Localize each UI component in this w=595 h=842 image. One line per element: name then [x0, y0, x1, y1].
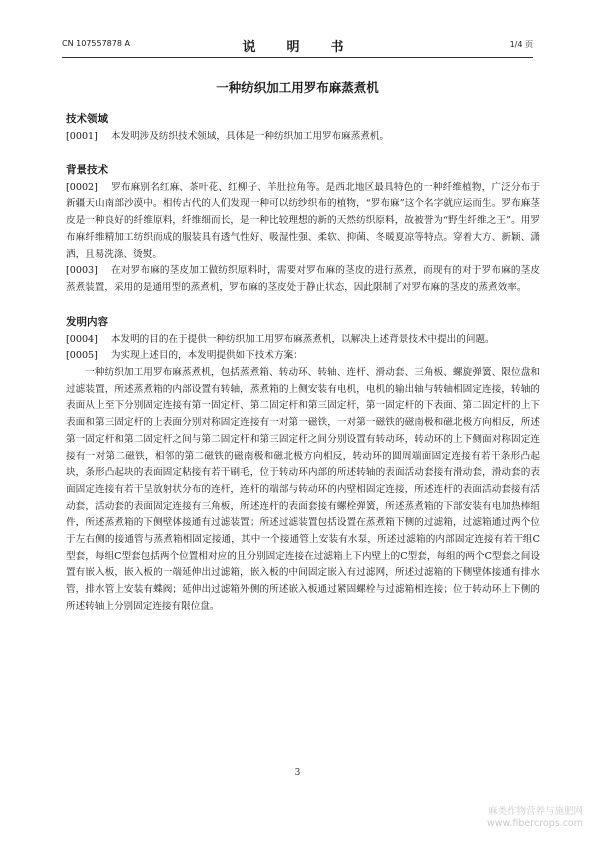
header-title: 说 明 书	[242, 40, 353, 55]
paragraph-number: [0003]	[66, 265, 98, 277]
header-rule	[62, 57, 533, 58]
paragraph-text: 本发明的目的在于提供一种纺织加工用罗布麻蒸煮机，以解决上述背景技术中提出的问题。	[110, 333, 495, 345]
paragraph-text: 为实现上述目的，本发明提供如下技术方案：	[110, 350, 303, 362]
document-body	[66, 112, 540, 616]
paragraph-number: [0004]	[66, 333, 98, 345]
paragraph-text: 罗布麻别名红麻、茶叶花、红柳子、羊肚拉角等。是西北地区最具特色的一种纤维植物，广泛分布于新疆天山南部沙漠中。相传古代的人们发现一种可以纺纱织布的植物，“罗布麻”这个名字就应运而生。罗布麻茎皮是一种良好的纤维原料，纤维细而长，是一种比较理想的新的天然纺织原料，故被誉为“野生纤维之王”。用罗布麻纤维精加工纺织而成的服装具有透气性好、吸湿性强、柔软、抑菌、冬暖夏凉等特点。穿着大方、新颖、潇洒，且易洗涤、烫熨。	[66, 181, 540, 260]
paragraph-0001	[66, 129, 540, 146]
section-heading-summary: 发明内容	[66, 315, 108, 328]
watermark	[487, 806, 583, 830]
paragraph-number: [0002]	[66, 181, 98, 193]
paragraph-text: 本发明涉及纺织技术领域，具体是一种纺织加工用罗布麻蒸煮机。	[110, 131, 390, 142]
section-heading-background: 背景技术	[66, 163, 108, 176]
paragraph-0003	[66, 263, 540, 296]
section-heading-tech-field: 技术领域	[66, 113, 108, 125]
page-header	[62, 36, 533, 56]
watermark-line-1: 麻类作物营养与施肥网	[487, 806, 583, 817]
paragraph-text: 在对罗布麻的茎皮加工做纺织原料时，需要对罗布麻的茎皮的进行蒸煮，而现有的对于罗布麻的茎皮蒸煮装置，采用的是通用型的蒸煮机，罗布麻的茎皮处于静止状态，因此限制了对罗布麻的茎皮的蒸煮效率。	[66, 265, 540, 293]
watermark-line-2: www.fibercrops.com	[486, 818, 583, 829]
paragraph-technical-solution: 一种纺织加工用罗布麻蒸煮机，包括蒸煮箱、转动环、转轴、连杆、滑动套、三角板、螺旋弹簧、限位盘和过滤装置，所述蒸煮箱的内部设置有转轴，蒸煮箱的上侧安装有电机，电机的输出轴与转轴相固定连接，转轴的表面从上至下分别固定连接有第一固定杆、第二固定杆和第三固定杆，第一固定杆的下表面、第二固定杆的上下表面和第三固定杆的上表面分别对称固定连接有一对第一磁铁，一对第一磁铁的磁南极和磁北极方向相反，所述第一固定杆和第二固定杆之间与第二固定杆和第三固定杆之间分别设置有转动环，转动环的上下侧面对称固定连接有一对第二磁铁，相邻的第二磁铁的磁南极和磁北极方向相反，转动环的圆周端面固定连接有若干条形凸起块，条形凸起块的表面固定粘接有若干刷毛，位于转动环内部的所述转轴的表面活动套接有滑动套，滑动套的表面固定连接有若干呈放射状分布的连杆，连杆的端部与转动环的内壁相固定连接，所述连杆的表面活动套接有活动套，活动套的表面固定连接有三角板，所述连杆的表面套接有螺栓弹簧，所述蒸煮箱的下部安装有电加热棒组件，所述蒸煮箱的下侧壁体接通有过滤装置；所述过滤装置包括设置在蒸煮箱下侧的过滤箱，过滤箱通过两个位于左右侧的接通管与蒸煮箱相固定接通，其中一个接通管上安装有水泵，所述过滤箱的内部固定连接有若干组C型套，每组C型套包括两个位置相对应的且分别固定连接在过滤箱上下内壁上的C型套，每组的两个C型套之间设置有嵌入板，嵌入板的一端延伸出过滤箱，嵌入板的中间固定嵌入有过滤网，所述过滤箱的下侧壁体接通有排水管，排水管上安装有蝶阀；延伸出过滤箱外侧的所述嵌入板通过紧固螺栓与过滤箱相连接；位于转动环上下侧的所述转轴上分别固定连接有限位盘。	[66, 367, 540, 612]
paragraph-0005	[66, 348, 540, 365]
paragraph-0004	[66, 332, 540, 349]
header-page-indicator: 1/4 页	[509, 40, 533, 49]
document-title: 一种纺织加工用罗布麻蒸煮机	[216, 80, 379, 95]
paragraph-0002	[66, 180, 540, 264]
publication-number: CN 107557878 A	[62, 39, 130, 48]
paragraph-number: [0005]	[66, 350, 98, 362]
page-number: 3	[294, 768, 301, 778]
paragraph-number: [0001]	[66, 131, 98, 142]
